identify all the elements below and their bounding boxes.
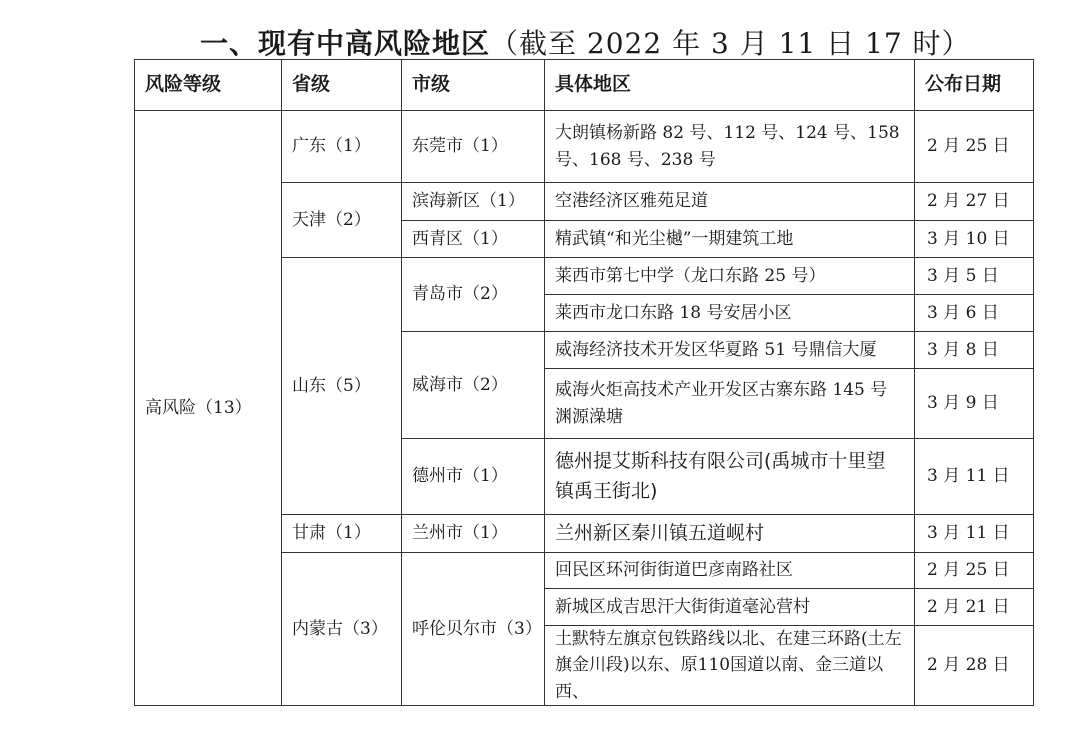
date-cell: 2 月 25 日 — [915, 553, 1034, 589]
city-cell: 兰州市（1） — [402, 515, 545, 553]
province-cell: 山东（5） — [282, 258, 402, 515]
city-cell: 东莞市（1） — [402, 111, 545, 183]
date-cell: 3 月 6 日 — [915, 295, 1034, 332]
province-cell: 甘肃（1） — [282, 515, 402, 553]
header-city: 市级 — [402, 60, 545, 111]
risk-level-cell: 高风险（13） — [135, 111, 282, 706]
city-cell: 威海市（2） — [402, 332, 545, 439]
area-cell: 新城区成吉思汗大街街道毫沁营村 — [545, 589, 915, 626]
area-cell: 兰州新区秦川镇五道岘村 — [545, 515, 915, 553]
date-cell: 2 月 28 日 — [915, 626, 1034, 706]
area-cell: 德州提艾斯科技有限公司(禹城市十里望镇禹王街北) — [545, 439, 915, 515]
date-cell: 2 月 27 日 — [915, 183, 1034, 221]
risk-area-table — [134, 59, 1034, 706]
city-cell: 青岛市（2） — [402, 258, 545, 332]
city-cell: 呼伦贝尔市（3） — [402, 553, 545, 706]
province-cell: 天津（2） — [282, 183, 402, 258]
area-cell: 莱西市龙口东路 18 号安居小区 — [545, 295, 915, 332]
city-cell: 西青区（1） — [402, 221, 545, 258]
area-cell: 回民区环河街街道巴彦南路社区 — [545, 553, 915, 589]
province-cell: 广东（1） — [282, 111, 402, 183]
title-main: 一、现有中高风险地区 — [200, 27, 491, 60]
city-cell: 德州市（1） — [402, 439, 545, 515]
header-province: 省级 — [282, 60, 402, 111]
date-cell: 3 月 11 日 — [915, 439, 1034, 515]
header-date: 公布日期 — [915, 60, 1034, 111]
area-cell: 威海火炬高技术产业开发区古寨东路 145 号渊源澡塘 — [545, 369, 915, 439]
table-row — [135, 111, 1034, 183]
date-cell: 2 月 21 日 — [915, 589, 1034, 626]
city-cell: 滨海新区（1） — [402, 183, 545, 221]
header-area: 具体地区 — [545, 60, 915, 111]
date-cell: 3 月 11 日 — [915, 515, 1034, 553]
date-cell: 2 月 25 日 — [915, 111, 1034, 183]
date-cell: 3 月 9 日 — [915, 369, 1034, 439]
date-cell: 3 月 5 日 — [915, 258, 1034, 295]
province-cell: 内蒙古（3） — [282, 553, 402, 706]
header-risk-level: 风险等级 — [135, 60, 282, 111]
date-cell: 3 月 10 日 — [915, 221, 1034, 258]
area-cell: 威海经济技术开发区华夏路 51 号鼎信大厦 — [545, 332, 915, 369]
area-cell: 土默特左旗京包铁路线以北、在建三环路(土左旗金川段)以东、原110国道以南、金三道以西、 — [545, 626, 915, 706]
area-cell: 精武镇“和光尘樾”一期建筑工地 — [545, 221, 915, 258]
page-title — [200, 22, 971, 62]
area-cell: 大朗镇杨新路 82 号、112 号、124 号、158 号、168 号、238 号 — [545, 111, 915, 183]
area-cell: 莱西市第七中学（龙口东路 25 号） — [545, 258, 915, 295]
table-header-row — [135, 60, 1034, 111]
area-cell: 空港经济区雅苑足道 — [545, 183, 915, 221]
title-subtitle: （截至 2022 年 3 月 11 日 17 时） — [490, 27, 971, 60]
date-cell: 3 月 8 日 — [915, 332, 1034, 369]
